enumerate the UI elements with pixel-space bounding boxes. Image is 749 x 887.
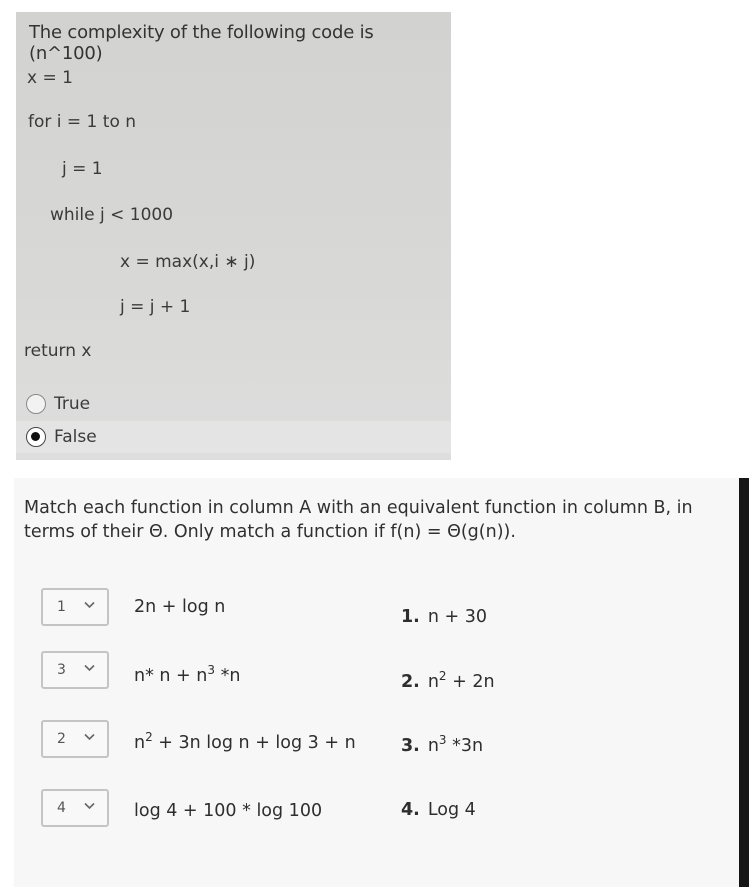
code-line-6: j = j + 1 xyxy=(120,297,191,317)
code-line-1: x = 1 xyxy=(27,68,73,88)
match-select-4[interactable] xyxy=(41,789,109,827)
match-select-2[interactable] xyxy=(41,651,109,689)
code-line-4: while j < 1000 xyxy=(50,205,174,225)
select-value: 3 xyxy=(57,662,66,678)
chevron-down-icon xyxy=(84,664,95,672)
column-a-item-3: $n^2 + 3n$ log n + log 3 + n xyxy=(134,730,356,753)
column-a-item-1: 2n + log n xyxy=(134,596,226,617)
column-b-item-3: 3. $n^3$ *3n xyxy=(401,733,484,756)
question-text: Match each function in column A with an equivalent function in column B, in terms of their Θ. Only match a function if f(n) = Θ(g(n)). xyxy=(24,498,693,542)
column-b-item-1: 1. n + 30 xyxy=(401,606,487,627)
option-true[interactable] xyxy=(16,388,451,420)
match-select-1[interactable] xyxy=(41,588,109,626)
question-card-complexity xyxy=(16,12,451,460)
column-a-item-2: n* $n + n^3$ *n xyxy=(134,663,241,686)
code-line-7: return x xyxy=(24,341,92,361)
column-b-item-4: 4. Log 4 xyxy=(401,799,476,820)
select-value: 1 xyxy=(57,599,66,615)
code-line-2: for i = 1 to n xyxy=(28,112,137,132)
column-a-item-4: log 4 + 100 * log 100 xyxy=(134,800,323,821)
chevron-down-icon xyxy=(84,733,95,741)
code-line-3: j = 1 xyxy=(62,159,103,179)
chevron-down-icon xyxy=(84,601,95,609)
option-true-label: True xyxy=(54,394,91,414)
chevron-down-icon xyxy=(84,802,95,810)
question-text: The complexity of the following code is (n^100) xyxy=(29,22,374,64)
match-select-3[interactable] xyxy=(41,720,109,758)
code-line-5: x = max(x,i ∗ j) xyxy=(120,252,256,272)
option-false-label: False xyxy=(54,427,97,447)
radio-false[interactable] xyxy=(26,427,46,447)
option-false[interactable] xyxy=(16,421,451,453)
question-card-matching xyxy=(14,478,749,887)
select-value: 4 xyxy=(57,800,66,816)
select-value: 2 xyxy=(57,731,66,747)
column-b-item-2: 2. $n^2 + 2n$ xyxy=(401,669,495,692)
radio-true[interactable] xyxy=(26,394,46,414)
